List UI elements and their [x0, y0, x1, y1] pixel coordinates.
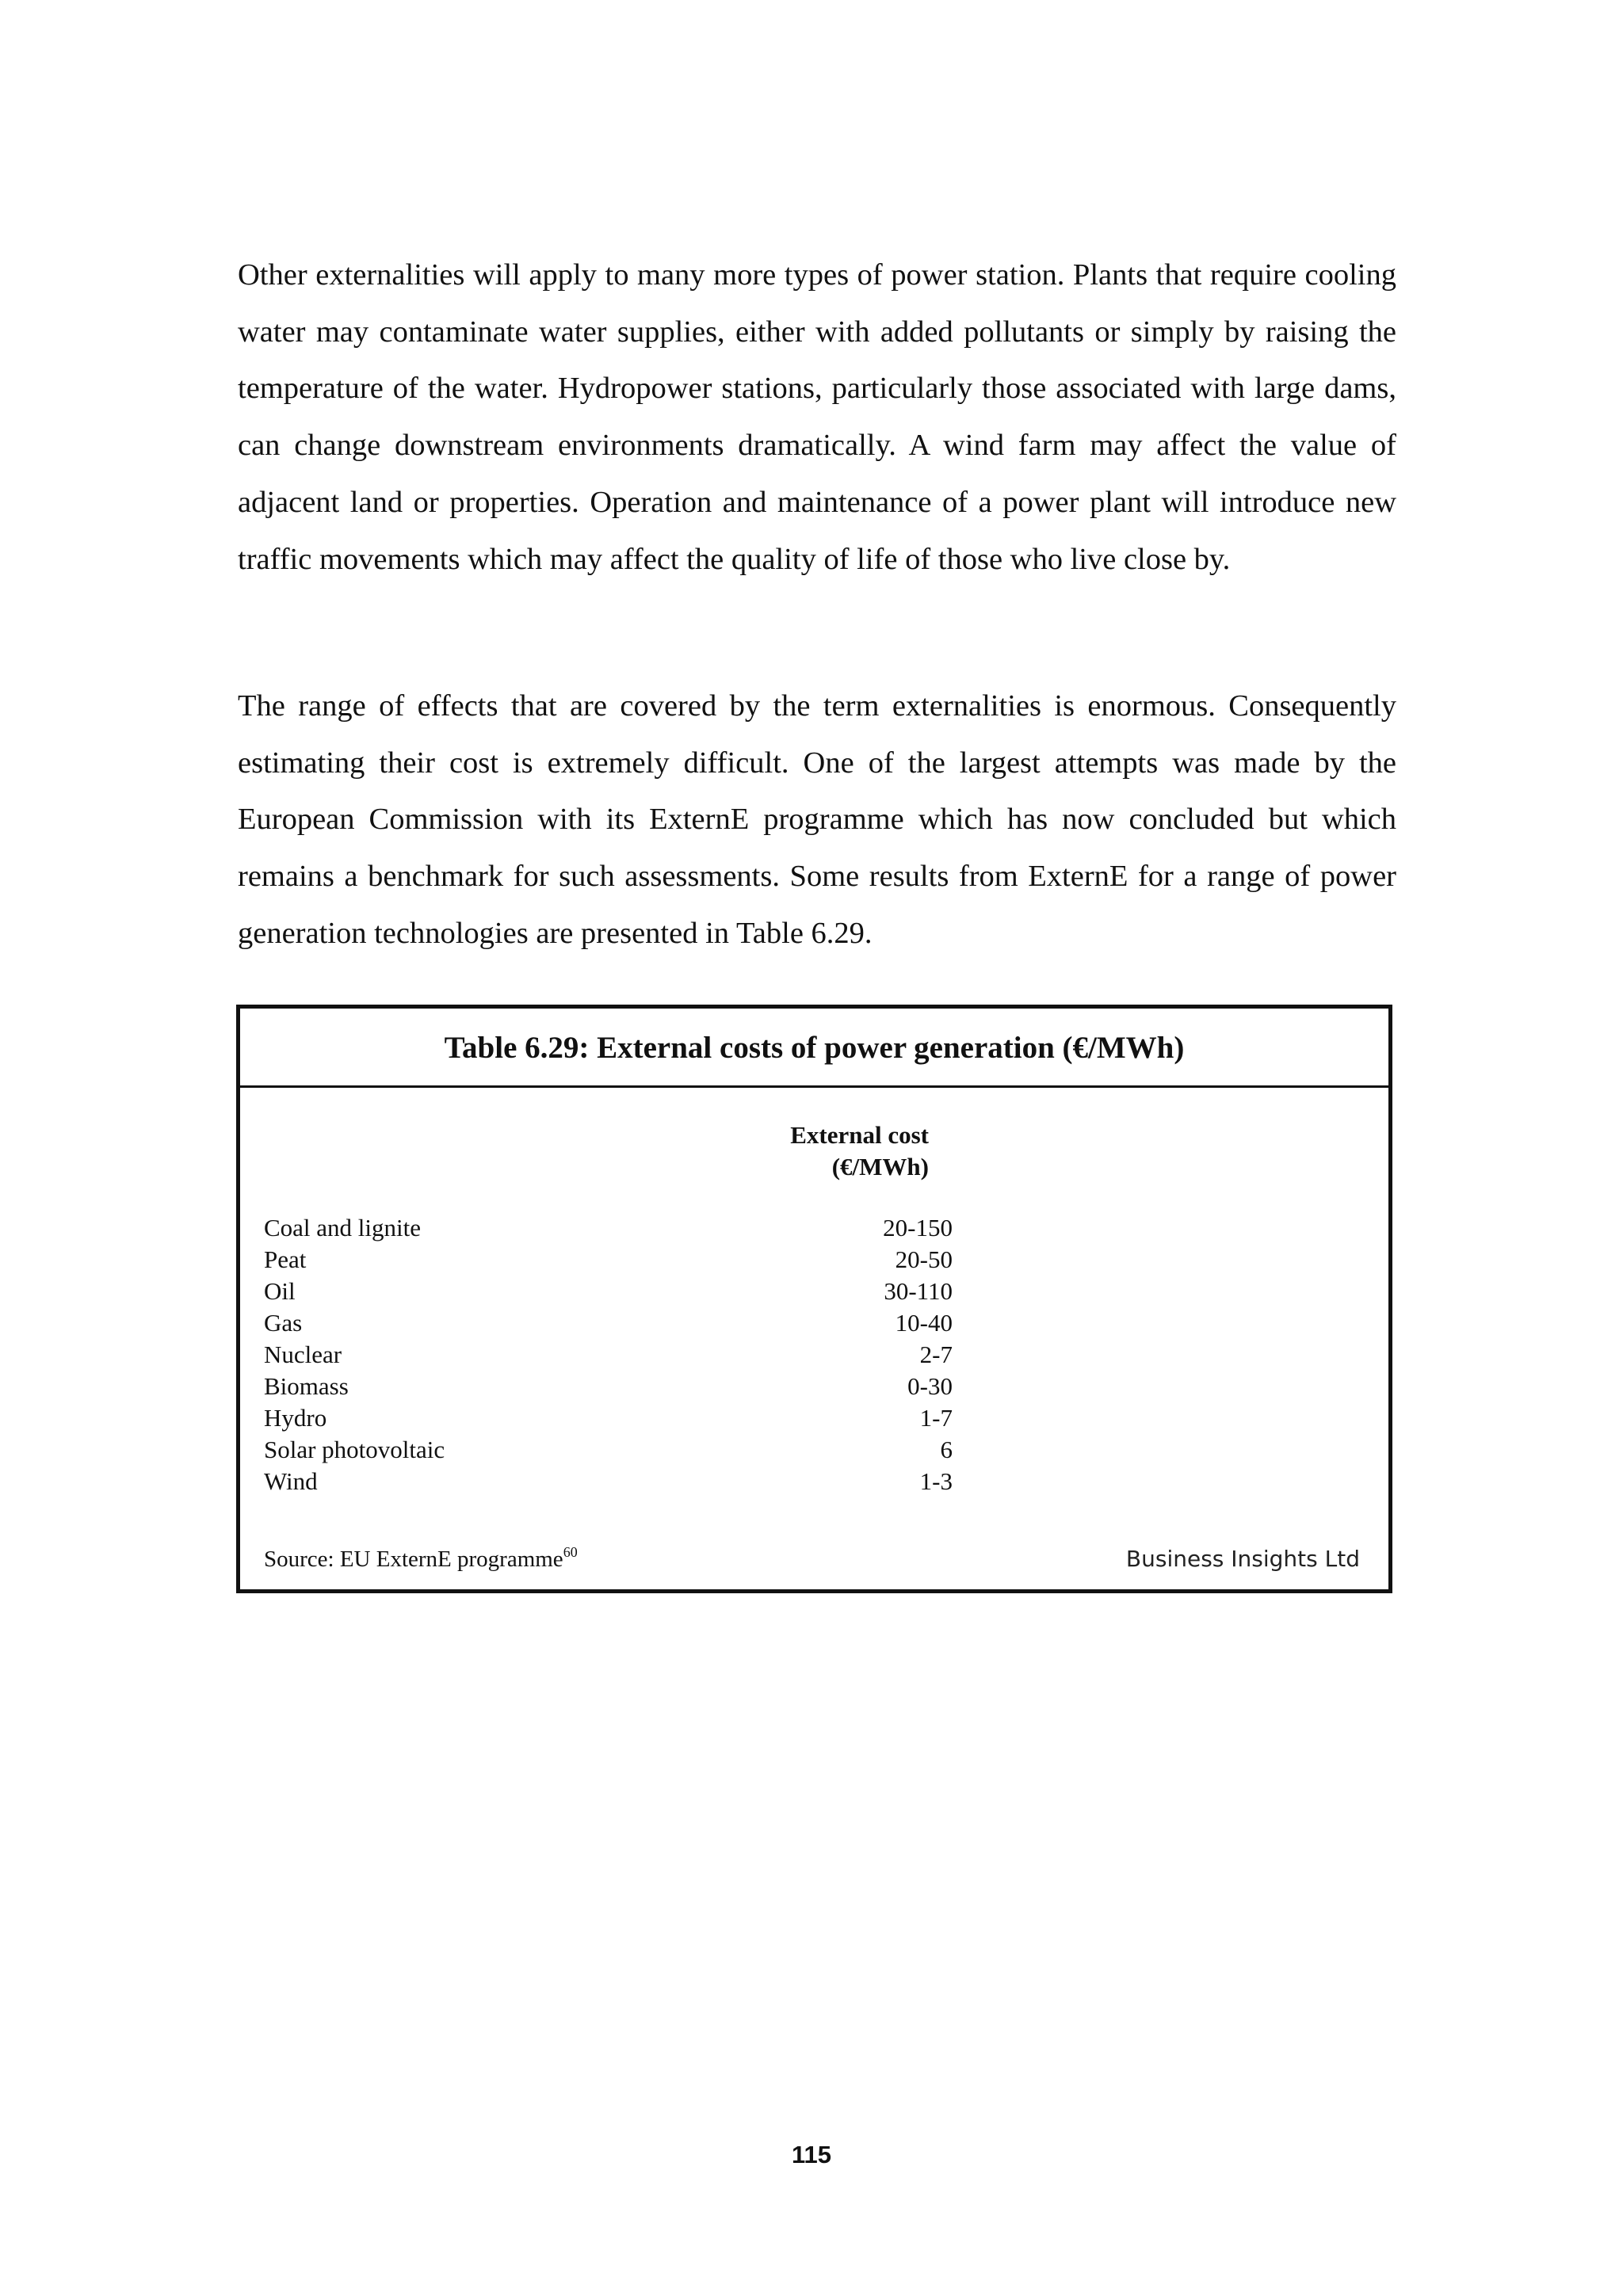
row-value: 1-7 [919, 1404, 953, 1432]
table-row [264, 1434, 953, 1466]
row-label: Wind [264, 1467, 318, 1495]
row-label: Solar photovoltaic [264, 1436, 445, 1463]
column-header-line-1: External cost [790, 1121, 929, 1149]
column-header-line-2: (€/MWh) [831, 1153, 929, 1180]
table-title: Table 6.29: External costs of power generation (€/MWh) [240, 1009, 1388, 1088]
publisher-brand: Business Insights Ltd [1125, 1546, 1360, 1572]
row-label: Hydro [264, 1404, 327, 1432]
table-rows [264, 1212, 953, 1497]
table-source [264, 1543, 578, 1575]
row-label: Peat [264, 1245, 307, 1273]
row-value: 10-40 [895, 1309, 953, 1337]
table-row [264, 1244, 953, 1276]
page-number: 115 [791, 2141, 831, 2168]
external-costs-table [236, 1005, 1392, 1593]
row-value: 1-3 [919, 1467, 953, 1495]
table-row [264, 1466, 953, 1497]
row-label: Oil [264, 1277, 296, 1305]
row-value: 2-7 [919, 1341, 953, 1368]
column-header [790, 1119, 929, 1183]
row-value: 6 [940, 1436, 953, 1463]
row-label: Gas [264, 1309, 303, 1337]
row-value: 20-50 [895, 1245, 953, 1273]
row-value: 20-150 [883, 1214, 953, 1241]
table-row [264, 1371, 953, 1402]
table-row [264, 1339, 953, 1371]
body-paragraph-1: Other externalities will apply to many more types of power station. Plants that require cooling water may contaminate water supplies, either with added pollutants or simply by raising the temperature of the water. Hydropower stations, particularly those associated with large dams, can change downstream environments dramatically. A wind farm may affect the value of adjacent land or properties. Operation and maintenance of a power plant will introduce new traffic movements which may affect the quality of life of those who live close by. [238, 258, 1396, 576]
table-row [264, 1402, 953, 1434]
source-text: Source: EU ExternE programme [264, 1547, 563, 1572]
row-value: 0-30 [907, 1372, 953, 1400]
source-footnote-marker: 60 [563, 1544, 578, 1560]
row-value: 30-110 [884, 1277, 953, 1305]
row-label: Coal and lignite [264, 1214, 422, 1241]
table-row [264, 1307, 953, 1339]
body-paragraph-2: The range of effects that are covered by the term externalities is enormous. Consequently estimating their cost is extremely difficult. One of the largest attempts was made by the European Commission with its ExternE programme which has now concluded but which remains a benchmark for such assessments. Some results from ExternE for a range of power generation technologies are presented in Table 6.29. [238, 689, 1396, 950]
row-label: Biomass [264, 1372, 349, 1400]
row-label: Nuclear [264, 1341, 342, 1368]
table-row [264, 1212, 953, 1244]
table-row [264, 1276, 953, 1307]
